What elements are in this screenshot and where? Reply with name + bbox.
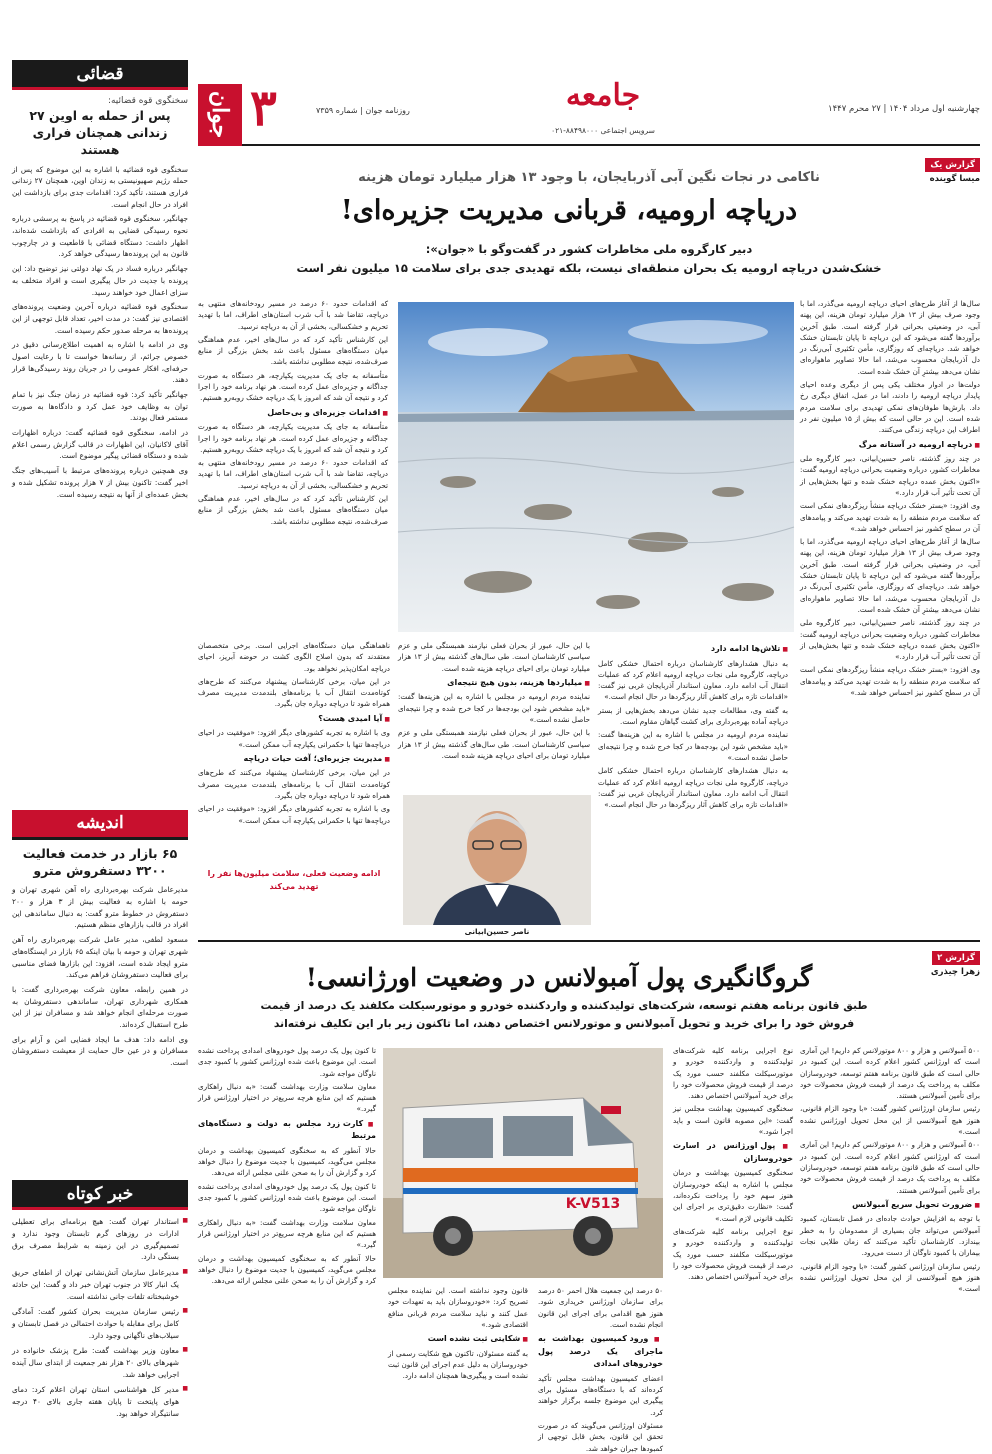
paragraph: سال‌ها از آغاز طرح‌های احیای دریاچه ارومیه می‌گذرد، اما با وجود صرف بیش از ۱۳ هزار میلیارد تومان هزینه، این پهنه آبی، در وضعیتی بحرانی قرار گرفته است. طبق آخرین برآوردها گفته می‌شود که این دریاچه تا پایان تابستان خشک خواهد شد. دریاچه‌ای که روزگاری، مأمن تکثیری آبی‌رنگ در دل آذربایجان محسوب می‌شد، اما حالا تصاویر ماهواره‌ای نشان می‌دهد بیشترِ آن خشک شده است. <box>800 537 980 614</box>
section-title: جامعه <box>565 78 641 113</box>
newspaper-logo: جوان <box>198 84 242 146</box>
paragraph: معاون سلامت وزارت بهداشت گفت: «به دنبال راهکاری هستیم که این منابع هرچه سریع‌تر در اختیار اورژانس قرار گیرد.» <box>198 1081 376 1114</box>
paragraph: مسعود لطفی، مدیر عامل شرکت بهره‌برداری راه آهن شهری تهران و حومه با بیان اینکه ۶۵ بازار در ایستگاه‌های مترو ایجاد شده است، افزود: این بازارها فضای مناسبی برای فعالیت دستفروشان فراهم می‌کند. <box>12 935 188 980</box>
article-column <box>800 298 980 888</box>
paragraph: وی افزود: «بستر خشک دریاچه منشأ ریزگردهای نمکی است که سلامت مردم منطقه را به شدت تهدید می‌کند و پیامدهای آن در سطح کشور نیز احساس خواهد شد.» <box>800 501 980 533</box>
dateline: چهارشنبه اول مرداد ۱۴۰۴ | ۲۷ محرم ۱۴۴۷ <box>828 104 980 114</box>
article-subhead: خشک‌شدن دریاچه ارومیه یک بحران منطقه‌ای نیست، بلکه تهدیدی جدی برای سلامت ۱۵ میلیون نفر است <box>296 261 882 275</box>
interviewee-photo <box>403 795 591 925</box>
paragraph: با این حال، عبور از بحران فعلی نیازمند همبستگی ملی و عزم سیاسی کارشناسان است. طی سال‌های گذشته بیش از ۱۳ هزار میلیارد تومان برای احیای دریاچه هزینه شده است. <box>398 641 590 673</box>
story-title: پس از حمله به اوین ۲۷ زندانی همچنان فراری هستند <box>29 108 171 157</box>
story-kicker: سخنگوی قوه قضائیه: <box>107 96 188 106</box>
paragraph: جهانگیر تأکید کرد: قوه قضائیه در زمان جنگ نیز با تمام توان به وظایف خود عمل کرد و دادگاه‌ها به صورت مستمر فعال بودند. <box>12 390 188 423</box>
paragraph: متأسفانه به جای یک مدیریت یکپارچه، هر دستگاه به صورت جداگانه و جزیره‌ای عمل کرده است. هر نهاد برنامه خود را اجرا کرد و نتیجه آن شد که امروز با یک دریاچه خشک روبه‌رو هستیم. <box>198 370 388 403</box>
paragraph: با توجه به افزایش حوادث جاده‌ای در فصل تابستان، کمبود آمبولانس می‌تواند جان بسیاری از مصدومان را به خطر بیندازد. کارشناسان تأکید می‌کنند که زمان طلایی نجات بیماران با کمبود ناوگان از دست می‌رود. <box>800 1214 980 1258</box>
paragraph: تا کنون پول یک درصد پول خودروهای امدادی پرداخت نشده است. این موضوع باعث شده اورژانس کشور با کمبود جدی ناوگان مواجه شود. <box>198 1181 376 1214</box>
paragraph: مسئولان اورژانس می‌گویند که در صورت تحقق این قانون، بخش قابل توجهی از کمبودها جبران خواهد شد. <box>538 1421 663 1453</box>
portrait-illustration <box>403 795 591 925</box>
column-subheading: ■ کارت زرد مجلس به دولت و دستگاه‌های مرتبط <box>198 1118 376 1143</box>
short-news-item: ■ مدیر کل هواشناسی استان تهران اعلام کرد: دمای هوای پایتخت تا پایان هفته جاری بالای ۴۰ درجه سانتیگراد خواهد بود. <box>12 1384 188 1419</box>
paragraph: رئیس سازمان اورژانس کشور گفت: «با وجود الزام قانونی، هنوز هیچ آمبولانسی از این محل تحویل اورژانس نشده است.» <box>800 1104 980 1137</box>
article-divider <box>198 940 980 942</box>
ambulance-illustration <box>383 1048 663 1278</box>
article-column <box>538 1285 663 1453</box>
article-column <box>673 1045 793 1400</box>
paragraph: سخنگوی کمیسیون بهداشت مجلس نیز گفت: «این مصوبه قانون است و باید اجرا شود.» <box>673 1104 793 1137</box>
column-subheading: ■ دریاچه ارومیه در آستانه مرگ <box>800 439 980 452</box>
paragraph: در چند روز گذشته، ناصر حسین‌ابیانی، دبیر کارگروه ملی مخاطرات کشور، درباره وضعیت بحرانی دریاچه ارومیه گفت: «اکنون بخش عمده دریاچه خشک شده و تنها بخش‌هایی از آن تحت تأثیر آب قرار دارد.» <box>800 454 980 497</box>
story-title: ۶۵ بازار در خدمت فعالیت ۳۲۰۰ دستفروش مترو <box>22 845 178 878</box>
paragraph: به گفته مسئولان، تاکنون هیچ شکایت رسمی از خودروسازان به دلیل عدم اجرای این قانون ثبت نشده است و پیگیری‌ها همچنان ادامه دارد. <box>388 1348 528 1381</box>
article-column <box>198 868 390 923</box>
paragraph: ناهماهنگی میان دستگاه‌های اجرایی است. برخی متخصصان معتقدند که بدون اصلاح الگوی کشت در حوضه آبریز، احیای دریاچه امکان‌پذیر نخواهد بود. <box>198 641 390 673</box>
section-banner-short-news: خبر کوتاه <box>12 1180 188 1210</box>
section-contact: سرویس اجتماعی ۸۸۴۹۸۰۰۰-۰۲۱ <box>551 126 655 135</box>
article-subhead: دبیر کارگروه ملی مخاطرات کشور در گفت‌وگو با «جوان»: <box>425 242 753 256</box>
paragraph: نوع اجرایی برنامه کلیه شرکت‌های تولیدکننده و واردکننده خودرو و موتورسیکلت مکلفند حسب مورد یک درصد از قیمت فروش محصولات خود را برای خرید آمبولانس اختصاص دهند. <box>673 1226 793 1282</box>
paragraph: در این میان، برخی کارشناسان پیشنهاد می‌کنند که طرح‌های کوتاه‌مدت انتقال آب با برنامه‌های بلندمدت مدیریت مصرف همراه شود تا دریاچه دوباره جان بگیرد. <box>198 676 390 709</box>
paragraph: متأسفانه به جای یک مدیریت یکپارچه، هر دستگاه به صورت جداگانه و جزیره‌ای عمل کرده است. هر نهاد برنامه خود را اجرا کرد و نتیجه آن شد که امروز با یک دریاچه خشک روبه‌رو هستیم. <box>198 422 388 454</box>
paragraph: ۵۰۰ آمبولانس و هزار و ۸۰۰ موتورلانس کم داریم! این آماری است که اورژانس کشور اعلام کرده است. این کمبود در حالی است که طبق قانون برنامه هفتم توسعه، خودروسازان مکلف به پرداخت یک درصد از قیمت فروش محصولات خود برای تأمین آمبولانس هستند. <box>800 1046 980 1101</box>
paragraph: در این میان، برخی کارشناسان پیشنهاد می‌کنند که طرح‌های کوتاه‌مدت انتقال آب با برنامه‌های بلندمدت مدیریت مصرف همراه شود تا دریاچه دوباره جان بگیرد. <box>198 768 390 801</box>
story-body <box>12 884 188 1174</box>
pull-quote: ادامه وضعیت فعلی، سلامت میلیون‌ها نفر را تهدید می‌کند <box>207 869 381 891</box>
article-column <box>198 1045 376 1400</box>
paragraph: ۵۰ درصد این جمعیت هلال احمر ۵۰ درصد برای سازمان اورژانس خریداری شود. هنوز هیچ اقدامی برای اجرای این قانون انجام نشده است. <box>538 1286 663 1329</box>
article-headline: دریاچه ارومیه، قربانی مدیریت جزیره‌ای! <box>340 195 798 226</box>
paragraph: اعضای کمیسیون بهداشت مجلس تأکید کرده‌اند که با دستگاه‌های مسئول برای پیگیری این موضوع جلسه برگزار خواهند کرد. <box>538 1373 663 1417</box>
sidebar-column <box>12 60 189 1418</box>
paragraph: به دنبال هشدارهای کارشناسان درباره احتمال خشکی کامل دریاچه، کارگروه ملی نجات دریاچه ارومیه اعلام کرد که عملیات انتقال آب ادامه دارد. معاون استاندار آذربایجان غربی نیز گفت: «اقدامات تازه برای کاهش آثار ریزگردها در حال انجام است.» <box>598 658 788 702</box>
paragraph: ۵۰۰ آمبولانس و هزار و ۸۰۰ موتورلانس کم داریم! این آماری است که اورژانس کشور اعلام کرده است. این کمبود در حالی است که طبق قانون برنامه هفتم توسعه، خودروسازان مکلف به پرداخت یک درصد از قیمت فروش محصولات خود برای تأمین آمبولانس هستند. <box>800 1140 980 1195</box>
article-headline: گروگانگیری پول آمبولانس در وضعیت اورژانسی! <box>305 963 813 992</box>
paragraph: به گفته وی، مطالعات جدید نشان می‌دهد بخش‌هایی از بستر دریاچه آماده بهره‌برداری برای کشت گیاهان مقاوم است. <box>598 705 788 727</box>
paragraph: قانون وجود نداشته است. این نماینده مجلس تصریح کرد: «خودروسازان باید به تعهدات خود عمل کنند و نباید سلامت مردم قربانی منافع اقتصادی شود.» <box>388 1286 528 1329</box>
column-subheading: ■ ورود کمیسیون بهداشت به ماجرای یک درصد پول خودروهای امدادی <box>538 1333 663 1371</box>
paragraph: این کارشناس تأکید کرد که در سال‌های اخیر، عدم هماهنگی میان دستگاه‌های مسئول باعث شد بخش بزرگی از منابع صرف‌شده، نتیجه مطلوبی نداشته باشد. <box>198 494 388 526</box>
paragraph: نماینده مردم ارومیه در مجلس با اشاره به این هزینه‌ها گفت: «باید مشخص شود این بودجه‌ها در کجا خرج شده و چرا نتیجه‌ای حاصل نشده است.» <box>398 692 590 725</box>
paragraph: دولت‌ها در ادوار مختلف یکی پس از دیگری وعده احیای پایدار دریاچه ارومیه را دادند، اما در عمل، اتفاق دیگری رخ داد. بارش‌ها طوفان‌های نمکی تهدیدی برای سلامت مردم شده است. این در حالی است که بیش از ۱۵ میلیون نفر در اطراف این دریاچه زندگی می‌کنند. <box>800 380 981 435</box>
ambulance-plate: K-V513 <box>565 1196 621 1212</box>
paragraph: وی در ادامه با اشاره به اهمیت اطلاع‌رسانی دقیق در خصوص جرائم، از رسانه‌ها خواست تا با رعایت اصول حرفه‌ای، افکار عمومی را در جریان روند رسیدگی‌ها قرار دهند. <box>12 340 188 385</box>
short-news-list <box>12 1216 188 1419</box>
paragraph: نماینده مردم ارومیه در مجلس با اشاره به این هزینه‌ها گفت: «باید مشخص شود این بودجه‌ها در کجا خرج شده و چرا نتیجه‌ای حاصل نشده است.» <box>598 730 788 762</box>
short-news-item: ■ مدیرعامل سازمان آتش‌نشانی تهران از اطفای حریق یک انبار کالا در جنوب تهران خبر داد و گفت: این حادثه خوشبختانه تلفات جانی نداشته است. <box>12 1267 188 1302</box>
paragraph: که اقدامات حدود ۶۰ درصد در مسیر رودخانه‌های منتهی به دریاچه، تقاضا شد با آب شرب استان‌های اطراف، اما با تهدید تحریم و خشکسالی، بخشی از آن به دریاچه نرسید. <box>198 458 388 490</box>
column-subheading: ■ پول اورژانس در اسارت خودروسازان <box>673 1140 793 1165</box>
report-tag: گزارش یک <box>925 158 980 172</box>
paragraph: به دنبال هشدارهای کارشناسان درباره احتمال خشکی کامل دریاچه، کارگروه ملی نجات دریاچه ارومیه اعلام کرد که عملیات انتقال آب ادامه دارد. معاون استاندار آذربایجان غربی نیز گفت: «اقدامات تازه برای کاهش آثار ریزگردها در حال انجام است.» <box>598 766 788 810</box>
paragraph: نوع اجرایی برنامه کلیه شرکت‌های تولیدکننده و واردکننده خودرو و موتورسیکلت مکلفند حسب مورد یک درصد از قیمت فروش محصولات خود را برای خرید آمبولانس اختصاص دهند. <box>673 1046 793 1101</box>
edition-info: روزنامه جوان | شماره ۷۳۵۹ <box>316 106 410 115</box>
article-column <box>800 1045 980 1400</box>
paragraph: حالا آنطور که به سخنگوی کمیسیون بهداشت و درمان مجلس می‌گوید، کمیسیون با جدیت موضوع را دنبال خواهد کرد و گزارش آن را به صحن علنی مجلس ارائه می‌دهد. <box>198 1145 376 1178</box>
column-subheading: ■ تلاش‌ها ادامه دارد <box>598 643 788 656</box>
paragraph: رئیس سازمان اورژانس کشور گفت: «با وجود الزام قانونی، هنوز هیچ آمبولانسی از این محل تحویل اورژانس نشده است.» <box>800 1261 980 1294</box>
ambulance-photo <box>383 1048 663 1278</box>
column-subheading: ■ میلیاردها هزینه، بدون هیچ نتیجه‌ای <box>398 677 590 690</box>
article-column <box>198 298 388 628</box>
paragraph: سخنگوی کمیسیون بهداشت و درمان مجلس با اشاره به اینکه خودروسازان هنوز سهم خود را پرداخت نکرده‌اند، گفت: «نظارت دقیق‌تری بر اجرای این تکلیف قانونی لازم است.» <box>673 1168 793 1223</box>
byline-2 <box>902 945 980 977</box>
paragraph: در چند روز گذشته، ناصر حسین‌ابیانی، دبیر کارگروه ملی مخاطرات کشور، درباره وضعیت بحرانی دریاچه ارومیه گفت: «اکنون بخش عمده دریاچه خشک شده و تنها بخش‌هایی از آن تحت تأثیر آب قرار دارد.» <box>800 618 980 662</box>
article-supertitle: ناکامی در نجات نگین آبی آذربایجان، با وجود ۱۳ هزار میلیارد تومان هزینه <box>358 170 820 185</box>
paragraph: سخنگوی قوه قضائیه با اشاره به این موضوع که پس از حمله رژیم صهیونیستی به زندان اوین، همچنان ۲۷ زندانی فراری هستند، تأکید کرد: اقدامات جدی برای بازداشت این افراد در حال انجام است. <box>12 164 189 209</box>
paragraph: معاون سلامت وزارت بهداشت گفت: «به دنبال راهکاری هستیم که این منابع هرچه سریع‌تر در اختیار اورژانس قرار گیرد.» <box>198 1217 376 1250</box>
paragraph: این کارشناس تأکید کرد که در سال‌های اخیر، عدم هماهنگی میان دستگاه‌های مسئول باعث شد بخش بزرگی از منابع صرف‌شده، نتیجه مطلوبی نداشته باشد. <box>198 334 388 367</box>
paragraph: که اقدامات حدود ۶۰ درصد در مسیر رودخانه‌های منتهی به دریاچه، تقاضا شد با آب شرب استان‌های اطراف، اما با تهدید تحریم و خشکسالی، بخشی از آن به دریاچه نرسید. <box>198 299 388 331</box>
paragraph: سال‌ها از آغاز طرح‌های احیای دریاچه ارومیه می‌گذرد، اما با وجود صرف بیش از ۱۳ هزار میلیارد تومان هزینه، این پهنه آبی، در وضعیتی بحرانی قرار گرفته است. طبق آخرین برآوردها گفته می‌شود که این دریاچه تا پایان تابستان خشک خواهد شد. دریاچه‌ای که روزگاری، مأمن تکثیری آبی‌رنگ در دل آذربایجان محسوب می‌شد، اما حالا تصاویر ماهواره‌ای نشان می‌دهد بیشترِ آن خشک شده است. <box>800 299 980 376</box>
story-body <box>12 164 188 804</box>
masthead <box>198 60 980 146</box>
column-subheading: ■ شکایتی ثبت نشده است <box>388 1333 528 1346</box>
paragraph: حالا آنطور که به سخنگوی کمیسیون بهداشت و درمان مجلس می‌گوید، کمیسیون با جدیت موضوع را دنبال خواهد کرد و گزارش آن را به صحن علنی مجلس ارائه می‌دهد. <box>198 1253 376 1286</box>
column-subheading: ■ ضرورت تحویل سریع آمبولانس <box>800 1199 980 1212</box>
page-number: ۳ <box>250 78 277 137</box>
lake-urmia-illustration <box>398 302 794 632</box>
paragraph: مدیرعامل شرکت بهره‌برداری راه آهن شهری تهران و حومه با اشاره به فعالیت بیش از ۳ هزار و ۲۰۰ دستفروش در خطوط مترو گفت: به دنبال ساماندهی این افراد در قالب بازارهای منظم هستیم. <box>12 885 188 930</box>
paragraph: جهانگیر درباره فساد در یک نهاد دولتی نیز توضیح داد: این پرونده با جدیت در حال پیگیری است و افراد متخلف به سزای اعمال خود خواهند رسید. <box>12 264 188 297</box>
paragraph: وی ادامه داد: هدف ما ایجاد فضایی امن و آرام برای مسافران و در عین حال حمایت از معیشت دستفروشان است. <box>12 1034 188 1067</box>
paragraph: در همین رابطه، معاون شرکت بهره‌برداری گفت: با همکاری شهرداری تهران، ساماندهی دستفروشان به صورت مرحله‌ای انجام خواهد شد و مسافران نیز از این طرح استقبال کرده‌اند. <box>12 984 188 1029</box>
article-lead: طبق قانون برنامه هفتم توسعه، شرکت‌های تولیدکننده و واردکننده خودرو و موتورسیکلت مکلفند یک درصد از قیمت فروش خود را برای خرید و تحویل آمبولانس و موتورلانس اختصاص دهند، اما تاکنون زیر بار این تکلیف نرفته‌اند <box>260 999 868 1030</box>
photo-caption: ناصر حسین‌ابیانی <box>464 927 530 936</box>
column-subheading: ■ اقدامات جزیره‌ای و بی‌حاصل <box>198 407 388 420</box>
column-subheading: ■ مدیریت جزیره‌ای؛ آفت حیات دریاچه <box>198 753 390 766</box>
report-tag: گزارش ۲ <box>932 951 980 965</box>
paragraph: تا کنون پول یک درصد پول خودروهای امدادی پرداخت نشده است. این موضوع باعث شده اورژانس کشور با کمبود جدی ناوگان مواجه شود. <box>198 1046 376 1078</box>
short-news-item: ■ استاندار تهران گفت: هیچ برنامه‌ای برای تعطیلی ادارات در روزهای گرم تابستان وجود ندارد و تصمیم‌گیری در این زمینه به شرایط مصرف برق بستگی دارد. <box>12 1216 188 1263</box>
paragraph: وی با اشاره به تجربه کشورهای دیگر افزود: «موفقیت در احیای دریاچه‌ها تنها با حکمرانی یکپارچه آب ممکن است.» <box>198 728 390 749</box>
short-news-item: ■ معاون وزیر بهداشت گفت: طرح پزشک خانواده در شهرهای بالای ۲۰ هزار نفر جمعیت از ابتدای سال آینده اجرایی خواهد شد. <box>12 1345 188 1380</box>
column-subheading: ■ آیا امیدی هست؟ <box>198 713 390 726</box>
paragraph: وی افزود: «بستر خشک دریاچه منشأ ریزگردهای نمکی است که سلامت مردم منطقه را به شدت تهدید می‌کند و پیامدهای آن در سطح کشور نیز احساس خواهد شد.» <box>800 665 980 698</box>
byline-1 <box>902 152 980 184</box>
paragraph: وی با اشاره به تجربه کشورهای دیگر افزود: «موفقیت در احیای دریاچه‌ها تنها با حکمرانی یکپارچه آب ممکن است.» <box>198 804 390 825</box>
paragraph: در ادامه، سخنگوی قوه قضائیه گفت: درباره اظهارات آقای لاکانیان، این اظهارات در قالب گزارش رسمی اعلام شده و دستگاه قضائی پیگیر موضوع است. <box>12 428 188 461</box>
lake-urmia-photo <box>398 302 794 632</box>
article-column <box>388 1285 528 1400</box>
paragraph: وی همچنین درباره پرونده‌های مرتبط با آسیب‌های جنگ اخیر گفت: تاکنون بیش از ۷ هزار پرونده تشکیل شده و بخش عمده‌ای از آنها به نتیجه رسیده است. <box>12 466 188 499</box>
section-banner-city: اندیشه <box>12 810 188 840</box>
author-name: زهرا چیذری <box>930 967 980 977</box>
paragraph: سخنگوی قوه قضائیه درباره آخرین وضعیت پرونده‌های اقتصادی نیز گفت: در مدت اخیر، تعداد قابل توجهی از این پرونده‌ها به مرحله صدور حکم رسیده است. <box>12 302 188 335</box>
paragraph: با این حال، عبور از بحران فعلی نیازمند همبستگی ملی و عزم سیاسی کارشناسان است. طی سال‌های گذشته بیش از ۱۳ هزار میلیارد تومان برای احیای دریاچه هزینه شده است. <box>398 728 590 760</box>
short-news-item: ■ رئیس سازمان مدیریت بحران کشور گفت: آمادگی کامل برای مقابله با حوادث احتمالی در فصل تابستان و سیلاب‌های ناگهانی وجود دارد. <box>12 1306 188 1341</box>
author-name: میسا گوینده <box>929 174 980 184</box>
section-banner-judicial: قضائی <box>12 60 188 90</box>
main-page <box>198 60 981 1453</box>
paragraph: جهانگیر، سخنگوی قوه قضائیه در پاسخ به پرسشی درباره نحوه رسیدگی قضایی به افرادی که بازداشت شده‌اند، اظهار داشت: دستگاه قضائی با قاطعیت و در چارچوب قانون به این پرونده‌ها رسیدگی خواهد کرد. <box>12 214 188 259</box>
article-column <box>598 640 788 922</box>
